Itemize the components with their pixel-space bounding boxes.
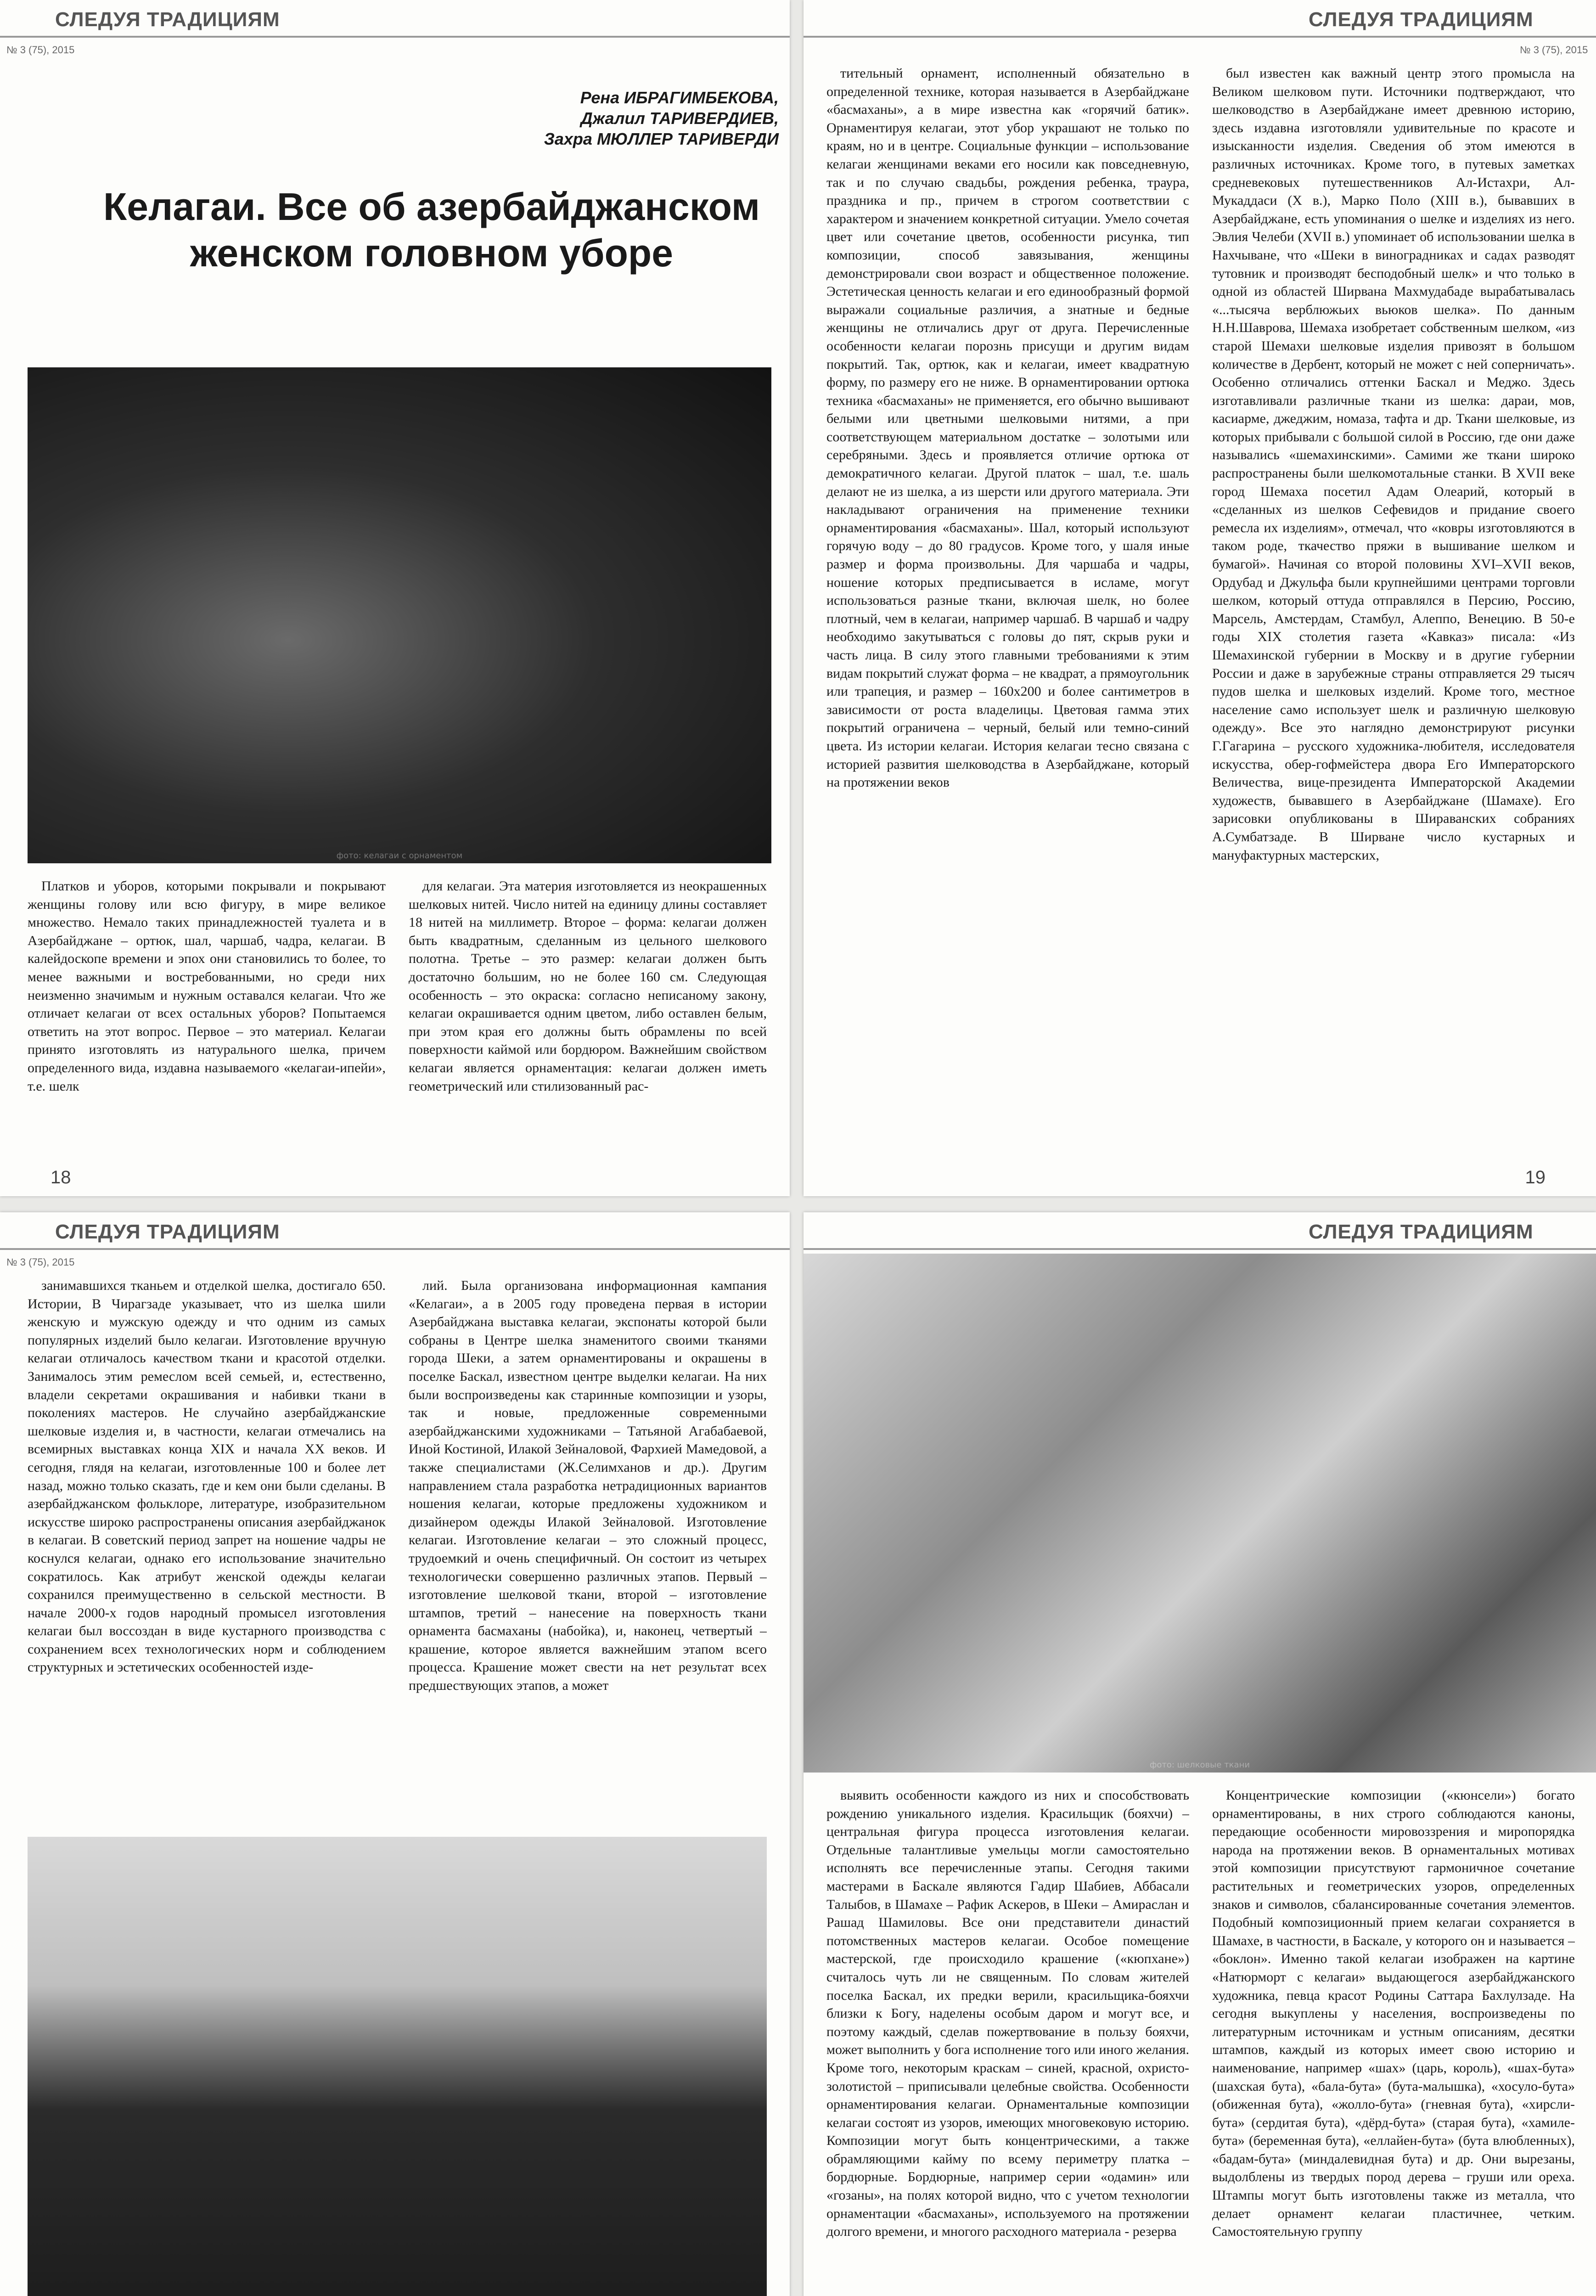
page-number: 18	[51, 1167, 71, 1187]
running-head: СЛЕДУЯ ТРАДИЦИЯМ	[1309, 1221, 1534, 1243]
kalagayi-display-photo	[28, 1837, 767, 2296]
running-head: СЛЕДУЯ ТРАДИЦИЯМ	[55, 8, 280, 31]
running-head: СЛЕДУЯ ТРАДИЦИЯМ	[1309, 8, 1534, 31]
paragraph: был известен как важный центр этого промысла на Великом шелковом пути. Источники подтверждают, что шелководство в Азербайджане имеет древнюю историю, здесь издавна изготовляли удивительные по красоте и изысканности изделия. Сведения об этом имеются в различных источниках. Кроме того, в путевых заметках средневековых путешественников Ал-Истахри, Ал-Мукаддаси (X в.), Марко Поло (XIII в.), бывавших в Азербайджане, есть упоминания о шелке и изделиях из него. Эвлия Челеби (XVII в.) упоминает об использовании шелка в Нахчыване, что «Шеки в виноградниках и садах разводят тутовник и производят бесподобный шелк» и что только в одной из областей Ширвана Махмудабаде вырабатывалась «...тысяча верблюжьих вьюков шелка». По данным Н.Н.Шаврова, Шемаха изобретает собственным шелком, «из старой Шемахи шелковые изделия привозят в большом количестве в Дербент, который не может с ней соперничать». Особенно отличались оттенки Баскал и Меджо. Здесь изготавливали различные ткани из шелка: дараи, мов, касиарме, джеджим, номаза, тафта и др. Ткани шелковые, из которых прибывали с большой силой в Россию, где они даже назывались «шемахинскими». Самими же ткани широко распространены были шелкомотальные станки. В XVII веке город Шемаха посетил Адам Олеарий, который в «сделанных из шелков Сефевидов и придание своего ремесла их изделиям», отмечал, что «ковры изготовляются в таком роде, ткачество пряжи в вышивание шелком и бумагой». Начиная со второй половины XVI–XVII веков, Ордубад и Джульфа были крупнейшими центрами торговли шелком, который оттуда отправлялся в Персию, Россию, Марсель, Амстердам, Стамбул, Алеппо, Венецию. В 50-е годы XIX столетия газета «Кавказ» писала: «Из Шемахинской губернии в Москву и в другие губернии России и даже в зарубежные страны отправляется 29 тысяч пудов шелка и шелковых изделий. Кроме того, местное население само использует шелк и различную шелковую одежду». Все это наглядно демонстрируют рисунки Г.Гагарина – русского художника-любителя, исследователя искусства, обер-гофмейстера двора Его Императорского Величества, вице-президента Императорской Академии художеств, бывавшего в Азербайджане (Шамахе). Его зарисовки опубликованы в Шираванских собраниях А.Сумбатзаде. В Ширване число кустарных и мануфактурных мастерских,	[1212, 66, 1575, 863]
text-column-2	[409, 877, 767, 1153]
header-rule	[804, 1248, 1596, 1250]
page-18	[0, 0, 790, 1196]
author-2: Джалил ТАРИВЕРДИЕВ,	[580, 109, 779, 128]
photo-caption: фото: шелковые ткани	[1149, 1760, 1250, 1770]
page-number: 19	[1525, 1167, 1545, 1187]
silk-fabric-photo	[804, 1254, 1596, 1773]
authors	[544, 87, 779, 149]
text-column-2	[409, 1277, 767, 1823]
page-19	[804, 0, 1596, 1196]
author-3: Захра МЮЛЛЕР ТАРИВЕРДИ	[544, 129, 779, 148]
running-head: СЛЕДУЯ ТРАДИЦИЯМ	[55, 1221, 280, 1243]
text-column-1	[826, 64, 1189, 1130]
issue-number: № 3 (75), 2015	[6, 1256, 75, 1268]
page-20	[0, 1212, 790, 2296]
paragraph: выявить особенности каждого из них и способствовать рождению уникального изделия. Красильщик (бояхчи) – центральная фигура процесса изготовления келагаи. Отдельные талантливые умельцы могли самостоятельно исполнять все перечисленные этапы. Сегодня такими мастерами в Баскале являются Гадир Шабиев, Аббасали Талыбов, в Шамахе – Рафик Аскеров, в Шеки – Амираслан и Рашад Шамиловы. Все они представители династий потомственных мастеров келагаи. Особое помещение мастерской, где происходило крашение («кюпхане») считалось чуть ли не священным. По словам жителей поселка Баскал, их предки верили, красильщика-бояхчи близки к Богу, наделены особым даром и могут все, и поэтому каждый, сделав пожертвование в пользу бояхчи, может выполнить у бога исполнение того или иного желания. Кроме того, некоторым краскам – синей, красной, охристо-золотистой – приписывали целебные свойства. Особенности орнаментирования келагаи. Орнаментальные композиции келагаи состоят из узоров, имеющих многовековую историю. Композиции могут быть концентрическими, а также обрамляющими кайму по всему периметру платка – бордюрные. Бордюрные, например серии «одамин» или «гозаны», на полях которой видно, что с учетом технологии орнаментации «басмаханы», используемого на протяжении долгого времени, и многого расходного материала - резерва	[826, 1788, 1189, 2240]
text-column-2	[1212, 1786, 1575, 2296]
page-21	[804, 1212, 1596, 2296]
issue-number: № 3 (75), 2015	[6, 44, 75, 56]
text-column-1	[28, 877, 386, 1153]
paragraph: занимавшихся тканьем и отделкой шелка, достигало 650. Истории, В Чирагзаде указывает, что из шелка шили женскую и мужскую одежду и что одним из самых популярных изделий было келагаи. Изготовление вручную келагаи отличалось качеством ткани и красотой отделки. Занималось этим ремеслом всей семьей, и, естественно, владели секретами окрашивания и набивки ткани в поколениях мастеров. Не случайно азербайджанские шелковые изделия и, в частности, келагаи отмечались на всемирных выставках конца XIX и начала XX веков. И сегодня, глядя на келагаи, изготовленные 100 и более лет назад, можно только сказать, где и кем они были сделаны. В азербайджанском фольклоре, литературе, изобразительном искусстве широко распространены описания азербайджанок в келагаи. В советский период запрет на ношение чадры не коснулся келагаи, однако его использование значительно сократилось. Как атрибут женской одежды келагаи сохранился преимущественно в сельской местности. В начале 2000-х годов народный промысел изготовления келагаи был воссоздан в виде кустарного производства с сохранением всех технологических норм и соблюдением структурных и эстетических особенностей изде-	[28, 1278, 386, 1675]
header-rule	[804, 36, 1596, 38]
paragraph: для келагаи. Эта материя изготовляется из неокрашенных шелковых нитей. Число нитей на единицу длины составляет 18 нитей на миллиметр. Второе – форма: келагаи должен быть квадратным, сделанным из цельного шелкового полотна. Третье – это размер: келагаи должен быть достаточно большим, но не более 160 см. Следующая особенность – это окраска: согласно неписаному закону, келагаи окрашивается одним цветом, либо оставлен белым, при этом края его должны быть обрамлены по всей поверхности каймой или бордюром. Важнейшим свойством келагаи является орнаментация: келагаи должен иметь геометрический или стилизованный рас-	[409, 878, 767, 1094]
header-rule	[0, 36, 790, 38]
paragraph: Концентрические композиции («кюнсели») богато орнаментированы, в них строго соблюдаются каноны, передающие особенности мировоззрения и миропорядка народа на протяжении веков. В орнаментальных мотивах этой композиции присутствуют гармоничное сочетание растительных и геометрических узоров, определенных знаков и символов, сбалансированные сочетания элементов. Подобный композиционный прием келагаи сохраняется в Шамахе, в частности, в Баскале, у которого он и называется – «боклон». Именно такой келагаи изображен на картине «Натюрморт с келагаи» выдающегося азербайджанского художника, певца красот Родины Саттара Бахлулзаде. На сегодня выкуплены у населения, воспроизведены по литературным источникам и устным описаниям, десятки штампов, каждый из которых имеет свою историю и наименование, например «шах» (царь, король), «шах-бута» (шахская бута), «бала-бута» (бута-малышка), «хосуло-бута» (обиженная бута), «жолло-бута» (гневная бута), «хирсли-бута» (сердитая бута), «дёрд-бута» (старая бута), «хамиле-бута» (беременная бута), «еллайен-бута» (бута влюбленных), «бадам-бута» (миндалевидная бута) и др. Они вырезаны, выдолблены из твердых пород дерева – груши или ореха. Штампы могут быть изготовлены также из металла, что делает орнамент келагаи пластичнее, четким. Самостоятельную группу	[1212, 1788, 1575, 2240]
photo-caption: фото: келагаи с орнаментом	[336, 851, 463, 861]
paragraph: лий. Была организована информационная кампания «Келагаи», а в 2005 году проведена первая в истории Азербайджана выставка келагаи, экспонаты которой были собраны в Центре шелка знаменитого своими тканями города Шеки, а затем орнаментированы и окрашены в поселке Баскал, известном центре выделки келагаи. На них были воспроизведены как старинные композиции и узоры, так и новые, предложенные современными азербайджанскими художниками – Татьяной Агабабаевой, Иной Костиной, Илакой Зейналовой, Фархией Мамедовой, а также специалистами (Ж.Селимханов и др.). Другим направлением стала разработка нетрадиционных вариантов ношения келагаи, которые предложены художником и дизайнером одежды Илакой Зейналовой. Изготовление келагаи. Изготовление келагаи – это сложный процесс, трудоемкий и очень специфичный. Он состоит из четырех технологически совершенно различных этапов. Первый – изготовление шелковой ткани, второй – изготовление штампов, третий – нанесение на поверхность ткани орнамента басмаханы (набойка), и, наконец, четвертый – крашение, которое является важнейшим этапом всего процесса. Крашение может свести на нет результат всех предшествующих этапов, а может	[409, 1278, 767, 1694]
paragraph: тительный орнамент, исполненный обязательно в определенной технике, которая называется в Азербайджане «басмаханы», а в мире известна как «горячий батик». Орнаментируя келагаи, этот убор украшают не только по краям, но и в центре. Социальные функции – использование келагаи женщинами веками его носили как повседневную, так и по случаю свадьбы, рождения ребенка, траура, праздника и пр., причем в строгом соответствии с характером и значением конкретной ситуации. Умело сочетая цвет или сочетание цветов, особенности рисунка, тип композиции, способ завязывания, женщины демонстрировали свои возраст и общественное положение. Эстетическая ценность келагаи и его единообразный формой выражали социальные различия, а знатные и бедные женщины не отличались друг от друга. Перечисленные особенности келагаи порознь присущи и другим видам покрытий. Так, ортюк, как и келагаи, имеет квадратную форму, по размеру его не ниже. В орнаментировании ортюка техника «басмаханы» не применяется, его обычно вышивают белыми или цветными шелковыми нитями, а при соответствующем материальном достатке – золотыми или серебряными. Здесь и проявляется отличие ортюка от демократичного келагаи. Другой платок – шал, т.е. шаль делают не из шелка, а из шерсти или другого материала. Эти накладывают ограничения на применение техники орнаментирования «басмаханы». Шал, который используют горячую воду – до 80 градусов. Кроме того, у шаля иные размер и форма произвольны. Для чаршаба и чадры, ношение которых предписывается в исламе, могут использоваться разные ткани, включая шелк, но более плотный, чем в келагаи, например чаршаб. В чаршаб и чадру необходимо закутываться с головы до пят, скрыв руки и часть лица. В силу этого главными требованиями к этим видам покрытий служат форма – не квадрат, а прямоугольник или трапеция, и размер – 160х200 и более сантиметров в зависимости от роста владелицы. Цветовая гамма этих покрытий ограничена – черный, белый или темно-синий цвета. Из истории келагаи. История келагаи тесно связана с историей развития шелководства в Азербайджане, который на протяжении веков	[826, 66, 1189, 790]
text-column-2	[1212, 64, 1575, 1130]
text-column-1	[28, 1277, 386, 1823]
kalagayi-photo	[28, 367, 771, 863]
author-1: Рена ИБРАГИМБЕКОВА,	[580, 88, 779, 107]
issue-number: № 3 (75), 2015	[1520, 44, 1588, 56]
paragraph: Платков и уборов, которыми покрывали и покрывают женщины голову или всю фигуру, в мире великое множество. Немало таких принадлежностей туалета и в Азербайджане – ортюк, шал, чаршаб, чадра, келагаи. В калейдоскопе времени и эпох они становились то более, то менее важными и востребованными, но среди них неизменно значимым и нужным оставался келагаи. Что же отличает келагаи от всех остальных уборов? Попытаемся ответить на этот вопрос. Первое – это материал. Келагаи принято изготовлять из натурального шелка, причем определенного вида, издавна называемого «келагаи-ипейи», т.е. шелк	[28, 878, 386, 1094]
header-rule	[0, 1248, 790, 1250]
article-title: Келагаи. Все об азербайджанском женском головном уборе	[103, 185, 760, 275]
text-column-1	[826, 1786, 1189, 2296]
